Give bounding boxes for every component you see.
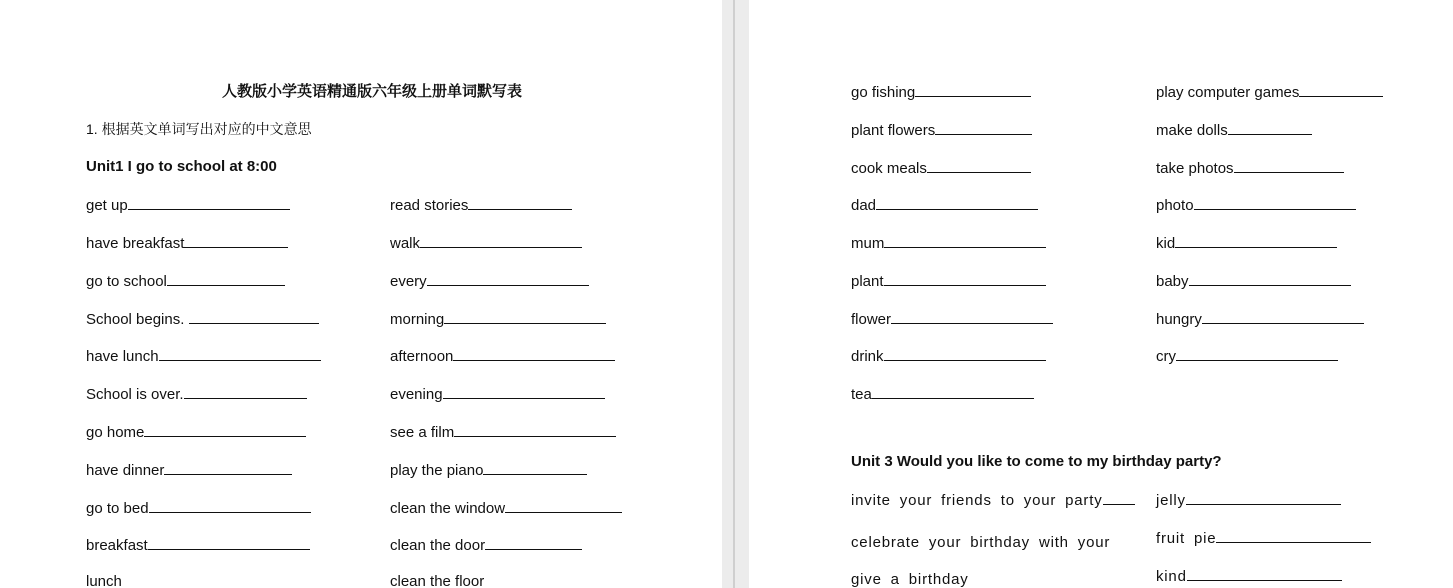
answer-blank[interactable] <box>164 461 292 475</box>
word-line <box>851 534 1110 552</box>
answer-blank[interactable] <box>128 196 290 210</box>
word-text: mum <box>851 235 885 252</box>
word-text: walk <box>390 235 421 252</box>
word-text: plant <box>851 273 884 290</box>
word-text: see a film <box>390 424 455 441</box>
answer-blank[interactable] <box>1176 347 1338 361</box>
word-text: drink <box>851 348 884 365</box>
word-line <box>1156 83 1383 102</box>
answer-blank[interactable] <box>1175 234 1337 248</box>
answer-blank[interactable] <box>1234 159 1344 173</box>
answer-blank[interactable] <box>884 347 1046 361</box>
answer-blank[interactable] <box>505 499 622 513</box>
word-line <box>851 121 1032 140</box>
page-divider <box>733 0 735 588</box>
word-line <box>86 573 122 588</box>
word-line <box>1156 196 1356 215</box>
word-line <box>851 571 969 588</box>
word-text: photo <box>1156 197 1194 214</box>
word-line <box>390 347 615 366</box>
word-line <box>86 347 321 366</box>
word-line <box>851 347 1046 366</box>
answer-blank[interactable] <box>427 272 589 286</box>
word-text: cook meals <box>851 160 927 177</box>
answer-blank[interactable] <box>468 196 572 210</box>
word-text: evening <box>390 386 443 403</box>
word-text: celebrate your birthday with your <box>851 534 1111 551</box>
word-text: plant flowers <box>851 122 936 139</box>
word-text: clean the door <box>390 537 486 554</box>
word-text: have dinner <box>86 462 165 479</box>
answer-blank[interactable] <box>891 310 1053 324</box>
word-text: clean the window <box>390 500 506 517</box>
answer-blank[interactable] <box>189 310 319 324</box>
answer-blank[interactable] <box>1103 491 1135 505</box>
word-text: have lunch <box>86 348 159 365</box>
answer-blank[interactable] <box>884 234 1046 248</box>
word-text: invite your friends to your party <box>851 492 1103 509</box>
word-text: morning <box>390 311 445 328</box>
answer-blank[interactable] <box>159 347 321 361</box>
answer-blank[interactable] <box>1299 83 1383 97</box>
word-text: dad <box>851 197 877 214</box>
word-line <box>851 385 1034 404</box>
answer-blank[interactable] <box>1228 121 1312 135</box>
word-text: kid <box>1156 235 1176 252</box>
page-gutter <box>722 0 749 588</box>
word-line <box>390 573 484 588</box>
word-line <box>86 385 307 404</box>
answer-blank[interactable] <box>935 121 1032 135</box>
word-line <box>390 385 605 404</box>
answer-blank[interactable] <box>1194 196 1356 210</box>
answer-blank[interactable] <box>454 423 616 437</box>
unit1-heading: Unit1 I go to school at 8:00 <box>86 158 277 175</box>
word-text: go to bed <box>86 500 149 517</box>
word-line <box>86 499 311 518</box>
answer-blank[interactable] <box>872 385 1034 399</box>
word-line <box>86 196 290 215</box>
answer-blank[interactable] <box>483 461 587 475</box>
word-line <box>1156 121 1312 140</box>
word-line <box>86 234 288 253</box>
word-line <box>390 423 616 442</box>
word-text: give a birthday <box>851 571 969 588</box>
word-line <box>851 272 1046 291</box>
word-line <box>851 159 1031 178</box>
word-line <box>851 234 1046 253</box>
instruction-text: 1. 根据英文单词写出对应的中文意思 <box>86 121 312 137</box>
word-line <box>86 536 310 555</box>
answer-blank[interactable] <box>915 83 1031 97</box>
word-line <box>1156 310 1364 329</box>
word-line <box>390 196 572 215</box>
word-line <box>1156 272 1351 291</box>
word-line <box>1156 234 1337 253</box>
word-text: tea <box>851 386 872 403</box>
word-line <box>86 423 306 442</box>
word-text: School is over. <box>86 386 184 403</box>
word-line <box>86 461 292 480</box>
left-page <box>0 0 722 588</box>
word-text: clean the floor <box>390 573 485 588</box>
unit3-heading: Unit 3 Would you like to come to my birthday party? <box>851 453 1222 470</box>
answer-blank[interactable] <box>184 385 307 399</box>
word-text: get up <box>86 197 128 214</box>
answer-blank[interactable] <box>1189 272 1351 286</box>
answer-blank[interactable] <box>876 196 1038 210</box>
answer-blank[interactable] <box>884 272 1046 286</box>
word-line <box>390 234 582 253</box>
word-line <box>851 196 1038 215</box>
word-text: baby <box>1156 273 1189 290</box>
answer-blank[interactable] <box>1202 310 1364 324</box>
right-page <box>749 0 1453 588</box>
word-line <box>1156 529 1371 548</box>
word-line <box>851 83 1031 102</box>
word-text: fruit pie <box>1156 530 1217 547</box>
word-text: take photos <box>1156 160 1234 177</box>
word-text: every <box>390 273 427 290</box>
word-text: play computer games <box>1156 84 1300 101</box>
word-text: play the piano <box>390 462 484 479</box>
word-text: make dolls <box>1156 122 1228 139</box>
answer-blank[interactable] <box>420 234 582 248</box>
answer-blank[interactable] <box>184 234 288 248</box>
answer-blank[interactable] <box>1187 567 1342 581</box>
word-text: read stories <box>390 197 469 214</box>
word-line <box>390 272 589 291</box>
word-text: hungry <box>1156 311 1202 328</box>
answer-blank[interactable] <box>1186 491 1341 505</box>
word-line <box>390 536 582 555</box>
word-text: flower <box>851 311 892 328</box>
word-line <box>390 461 587 480</box>
answer-blank[interactable] <box>149 499 311 513</box>
word-text: go home <box>86 424 145 441</box>
word-line <box>86 272 285 291</box>
word-line <box>390 499 622 518</box>
answer-blank[interactable] <box>1216 529 1371 543</box>
word-text: have breakfast <box>86 235 185 252</box>
answer-blank[interactable] <box>444 310 606 324</box>
word-line <box>1156 491 1341 510</box>
word-line <box>86 310 319 329</box>
word-text: kind <box>1156 568 1187 585</box>
word-text: lunch <box>86 573 122 588</box>
answer-blank[interactable] <box>148 536 310 550</box>
word-line <box>1156 159 1344 178</box>
word-text: jelly <box>1156 492 1186 509</box>
word-text: afternoon <box>390 348 454 365</box>
word-line <box>1156 567 1342 586</box>
word-text: go fishing <box>851 84 916 101</box>
word-text: cry <box>1156 348 1176 365</box>
answer-blank[interactable] <box>167 272 285 286</box>
answer-blank[interactable] <box>443 385 605 399</box>
word-text: School begins. <box>86 311 185 328</box>
answer-blank[interactable] <box>144 423 306 437</box>
word-text: go to school <box>86 273 167 290</box>
word-line <box>1156 347 1338 366</box>
word-line <box>851 310 1053 329</box>
document-title: 人教版小学英语精通版六年级上册单词默写表 <box>222 83 523 100</box>
word-text: breakfast <box>86 537 148 554</box>
word-line <box>390 310 606 329</box>
answer-blank[interactable] <box>453 347 615 361</box>
answer-blank[interactable] <box>485 536 582 550</box>
word-line <box>851 491 1135 510</box>
answer-blank[interactable] <box>927 159 1031 173</box>
